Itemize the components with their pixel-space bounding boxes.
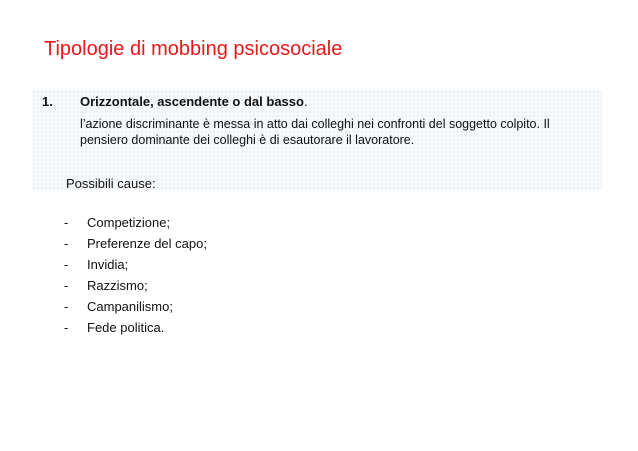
cause-text: Campanilismo;	[87, 299, 173, 314]
cause-text: Competizione;	[87, 215, 171, 230]
cause-dash: -	[64, 299, 69, 314]
cause-item	[64, 212, 207, 233]
item-heading	[80, 94, 308, 109]
cause-item	[64, 317, 207, 338]
causes-title: Possibili cause:	[66, 176, 156, 191]
item-heading-bold: Orizzontale, ascendente o dal basso	[80, 94, 304, 109]
causes-list	[64, 212, 207, 338]
cause-item	[64, 233, 207, 254]
cause-dash: -	[64, 236, 69, 251]
cause-dash: -	[64, 320, 69, 335]
cause-text: Razzismo;	[87, 278, 148, 293]
cause-text: Invidia;	[87, 257, 129, 272]
cause-dash: -	[64, 257, 69, 272]
item-number: 1.	[42, 94, 53, 109]
cause-item	[64, 275, 207, 296]
cause-text: Fede politica.	[87, 320, 165, 335]
cause-dash: -	[64, 215, 69, 230]
cause-dash: -	[64, 278, 69, 293]
item-description: l’azione discriminante è messa in atto dai colleghi nei confronti del soggetto colpito. Il pensiero dominante dei colleghi è di esautorare il lavoratore.	[80, 117, 550, 147]
cause-text: Preferenze del capo;	[87, 236, 207, 251]
cause-item	[64, 296, 207, 317]
cause-item	[64, 254, 207, 275]
item-heading-end: .	[303, 94, 308, 109]
slide-title: Tipologie di mobbing psicosociale	[44, 38, 343, 60]
content-box	[32, 90, 602, 190]
